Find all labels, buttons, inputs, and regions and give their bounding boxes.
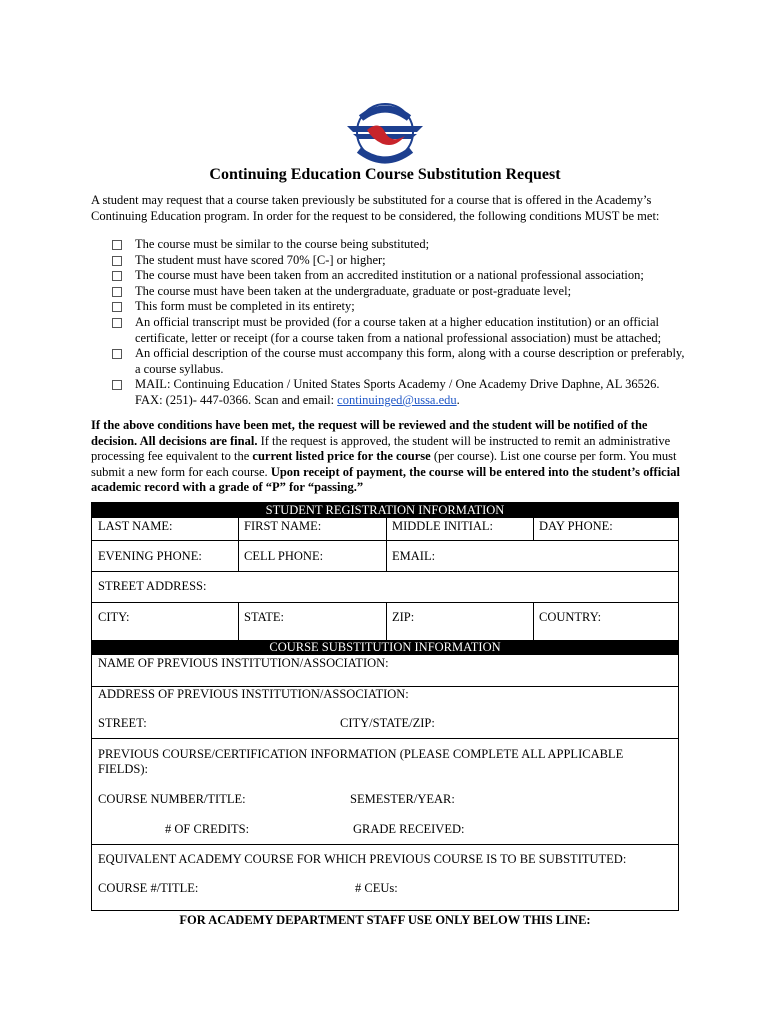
checkbox-icon [112,302,122,312]
column-divider [533,518,534,541]
email-field[interactable]: EMAIL: [392,549,436,563]
column-divider [238,603,239,640]
request-form [91,502,679,911]
column-divider [386,518,387,572]
city-field[interactable]: CITY: [98,610,130,624]
list-item: MAIL: Continuing Education / United States Sports Academy / One Academy Drive Daphne, AL 36526. FAX: (251)- 447-0366. Scan and email: continuinged@ussa.edu. [110,377,685,408]
street-field[interactable]: STREET: [98,716,147,730]
state-field[interactable]: STATE: [244,610,284,624]
notice-paragraph: If the above conditions have been met, the request will be reviewed and the student will be notified of the decision. All decisions are final. If the request is approved, the student will be instructed to remit an administrative processing fee equivalent to the current listed price for the course (per course). List one course per form. You must submit a new form for each course. Upon receipt of payment, the course will be entered into the student’s official academic record with a grade of “P” for “passing.” [91,418,680,494]
column-divider [386,603,387,640]
checkbox-icon [112,349,122,359]
middle-initial-field[interactable]: MIDDLE INITIAL: [392,519,494,533]
day-phone-field[interactable]: DAY PHONE: [539,519,613,533]
intro-paragraph: A student may request that a course taken previously be substituted for a course that is offered in the Academy’s Continuing Education program. In order for the request to be considered, the following conditions MUST be met: [91,193,660,223]
page-title: Continuing Education Course Substitution Request [209,166,561,183]
column-divider [533,603,534,640]
evening-phone-field[interactable]: EVENING PHONE: [98,549,202,563]
semester-year-field[interactable]: SEMESTER/YEAR: [350,792,455,806]
previous-course-info-label: PREVIOUS COURSE/CERTIFICATION INFORMATION (PLEASE COMPLETE ALL APPLICABLE [98,747,624,761]
list-item: The course must have been taken at the undergraduate, graduate or post-graduate level; [110,284,685,300]
email-link[interactable]: continuinged@ussa.edu [337,392,457,407]
column-divider [238,518,239,572]
course-number-title-field[interactable]: COURSE NUMBER/TITLE: [98,792,246,806]
list-item: The course must be similar to the course being substituted; [110,237,685,253]
country-field[interactable]: COUNTRY: [539,610,602,624]
ussa-logo [343,90,427,174]
course-num-title-field[interactable]: COURSE #/TITLE: [98,881,199,895]
row-divider [92,540,678,541]
cell-phone-field[interactable]: CELL PHONE: [244,549,324,563]
checkbox-icon [112,240,122,250]
list-item: The course must have been taken from an accredited institution or a national professional association; [110,268,685,284]
row-divider [92,602,678,603]
previous-course-info-label-cont: FIELDS): [98,762,148,776]
row-divider [92,844,678,845]
list-item: The student must have scored 70% [C-] or higher; [110,253,685,269]
equivalent-course-label: EQUIVALENT ACADEMY COURSE FOR WHICH PREVIOUS COURSE IS TO BE SUBSTITUTED: [98,852,627,866]
last-name-field[interactable]: LAST NAME: [98,519,173,533]
previous-address-label: ADDRESS OF PREVIOUS INSTITUTION/ASSOCIATION: [98,687,409,701]
checkbox-icon [112,287,122,297]
row-divider [92,738,678,739]
checkbox-icon [112,271,122,281]
zip-field[interactable]: ZIP: [392,610,415,624]
conditions-list [110,237,685,409]
list-item: This form must be completed in its entirety; [110,299,685,315]
previous-institution-field[interactable]: NAME OF PREVIOUS INSTITUTION/ASSOCIATION: [98,656,389,670]
checkbox-icon [112,256,122,266]
ceus-field[interactable]: # CEUs: [355,881,398,895]
student-section-header: STUDENT REGISTRATION INFORMATION [92,503,678,518]
list-item: An official transcript must be provided (for a course taken at a higher education institution) or an official certificate, letter or receipt (for a course taken from a national professional association) must be attached; [110,315,685,346]
street-address-field[interactable]: STREET ADDRESS: [98,579,207,593]
credits-field[interactable]: # OF CREDITS: [165,822,250,836]
first-name-field[interactable]: FIRST NAME: [244,519,322,533]
grade-received-field[interactable]: GRADE RECEIVED: [353,822,465,836]
checkbox-icon [112,318,122,328]
staff-use-line: FOR ACADEMY DEPARTMENT STAFF USE ONLY BELOW THIS LINE: [179,913,591,927]
checkbox-icon [112,380,122,390]
course-section-header: COURSE SUBSTITUTION INFORMATION [92,640,678,655]
list-item: An official description of the course must accompany this form, along with a course description or preferably, a course syllabus. [110,346,685,377]
city-state-zip-field[interactable]: CITY/STATE/ZIP: [340,716,435,730]
row-divider [92,571,678,572]
